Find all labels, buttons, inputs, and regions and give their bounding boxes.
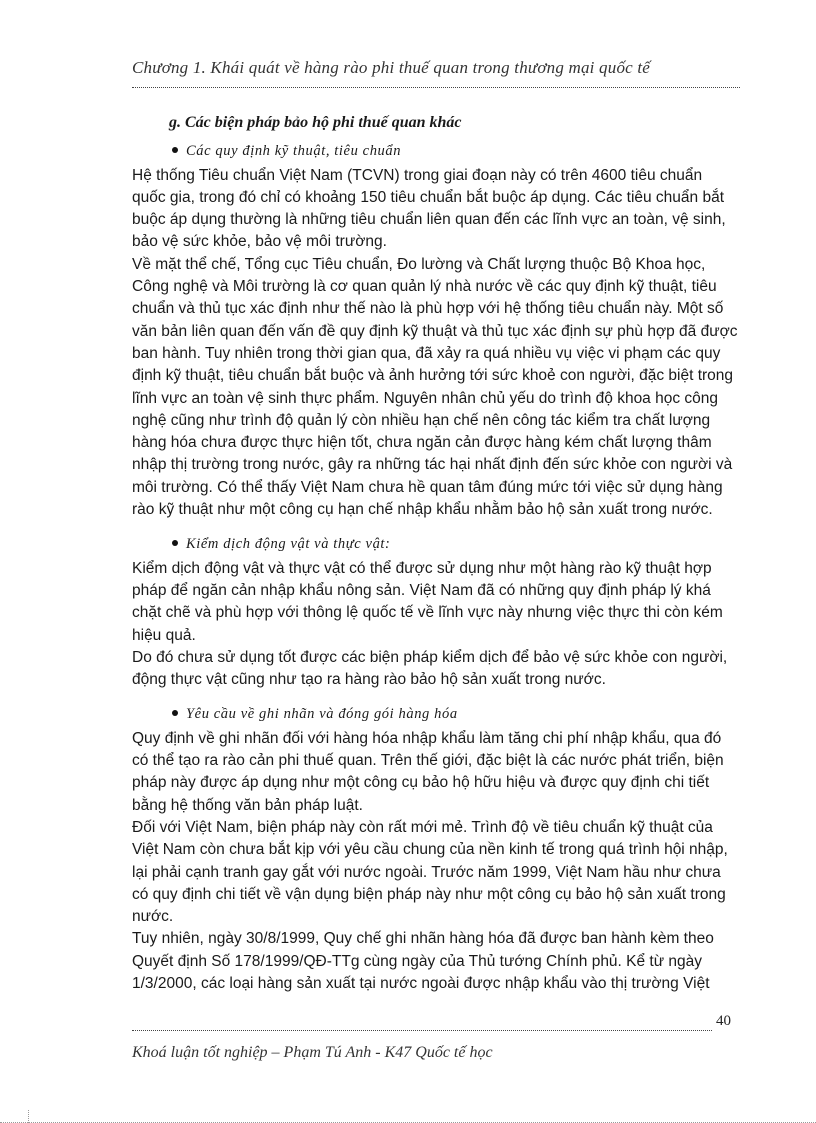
- bullet-heading-technical-standards: [172, 140, 740, 162]
- bullet-icon: [172, 540, 178, 546]
- paragraph: Do đó chưa sử dụng tốt được các biện pháp kiểm dịch để bảo vệ sức khỏe con người, động thực vật cũng như tạo ra hàng rào bảo hộ sản xuất trong nước.: [132, 648, 728, 689]
- running-footer: Khoá luận tốt nghiệp – Phạm Tú Anh - K47 Quốc tế học: [132, 1044, 493, 1061]
- bullet-heading-labeling: [172, 703, 740, 725]
- bullet-heading-text: Các quy định kỹ thuật, tiêu chuẩn: [186, 143, 402, 160]
- document-body: [132, 112, 740, 995]
- paragraph: Tuy nhiên, ngày 30/8/1999, Quy chế ghi nhãn hàng hóa đã được ban hành kèm theo Quyết định Số 178/1999/QĐ-TTg cùng ngày của Thủ tướng Chính phủ. Kể từ ngày 1/3/2000, các loại hàng sản xuất tại nước ngoài được nhập khẩu vào thị trường Việt: [132, 930, 714, 992]
- section-title: g. Các biện pháp bảo hộ phi thuế quan khác: [169, 114, 462, 131]
- bullet-icon: [172, 710, 178, 716]
- footer-divider: [132, 1030, 712, 1031]
- paragraph: Hệ thống Tiêu chuẩn Việt Nam (TCVN) trong giai đoạn này có trên 4600 tiêu chuẩn quốc gia, trong đó chỉ có khoảng 150 tiêu chuẩn bắt buộc áp dụng. Các tiêu chuẩn bắt buộc áp dụng thường là những tiêu chuẩn liên quan đến các lĩnh vực an toàn, vệ sinh, bảo vệ sức khỏe, bảo vệ môi trường.: [132, 166, 726, 251]
- page-number: 40: [716, 1013, 731, 1029]
- paragraph: Về mặt thể chế, Tổng cục Tiêu chuẩn, Đo lường và Chất lượng thuộc Bộ Khoa học, Công nghệ và Môi trường là cơ quan quản lý nhà nước về các quy định kỹ thuật, tiêu chuẩn và thủ tục xác định như thế nào là phù hợp với hệ thống tiêu chuẩn này. Một số văn bản liên quan đến vấn đề quy định kỹ thuật và thủ tục xác định sự phù hợp đã được ban hành. Tuy nhiên trong thời gian qua, đã xảy ra quá nhiều vụ việc vi phạm các quy định kỹ thuật, tiêu chuẩn bắt buộc và ảnh hưởng tới sức khoẻ con người, đặc biệt trong lĩnh vực an toàn vệ sinh thực phẩm. Nguyên nhân chủ yếu do trình độ khoa học công nghệ cũng như trình độ quản lý còn nhiều hạn chế nên công tác kiểm tra chất lượng hàng hóa chưa được thực hiện tốt, chưa ngăn cản được hàng kém chất lượng thâm nhập thị trường trong nước, gây ra những tác hại nhất định đến sức khỏe con người và môi trường. Có thể thấy Việt Nam chưa hề quan tâm đúng mức tới việc sử dụng hàng rào kỹ thuật như một công cụ hạn chế nhập khẩu nhằm bảo hộ sản xuất trong nước.: [132, 255, 738, 519]
- paragraph: Kiểm dịch động vật và thực vật có thể được sử dụng như một hàng rào kỹ thuật hợp pháp để ngăn cản nhập khẩu nông sản. Việt Nam đã có những quy định pháp lý khá chặt chẽ và phù hợp với thông lệ quốc tế về lĩnh vực này nhưng việc thực thi còn kém hiệu quả.: [132, 559, 723, 644]
- paragraph: Quy định về ghi nhãn đối với hàng hóa nhập khẩu làm tăng chi phí nhập khẩu, qua đó có thể tạo ra rào cản phi thuế quan. Trên thế giới, đặc biệt là các nước phát triển, biện pháp này được áp dụng như một công cụ bảo hộ hữu hiệu và được quy định chi tiết bằng hệ thống văn bản pháp luật.: [132, 729, 724, 814]
- running-header: Chương 1. Khái quát về hàng rào phi thuế quan trong thương mại quốc tế: [132, 58, 651, 77]
- bullet-heading-text: Kiểm dịch động vật và thực vật:: [186, 536, 391, 553]
- paragraph: Đối với Việt Nam, biện pháp này còn rất mới mẻ. Trình độ về tiêu chuẩn kỹ thuật của Việt Nam còn chưa bắt kịp với yêu cầu chung của nền kinh tế trong quá trình hội nhập, lại phải cạnh tranh gay gắt với nước ngoài. Trước năm 1999, Việt Nam hầu như chưa có quy định chi tiết về vận dụng biện pháp này như một công cụ bảo hộ sản xuất trong nước.: [132, 818, 728, 926]
- bullet-icon: [172, 147, 178, 153]
- header-divider: [132, 87, 740, 88]
- bullet-heading-quarantine: [172, 533, 740, 555]
- bullet-heading-text: Yêu cầu về ghi nhãn và đóng gói hàng hóa: [186, 706, 458, 723]
